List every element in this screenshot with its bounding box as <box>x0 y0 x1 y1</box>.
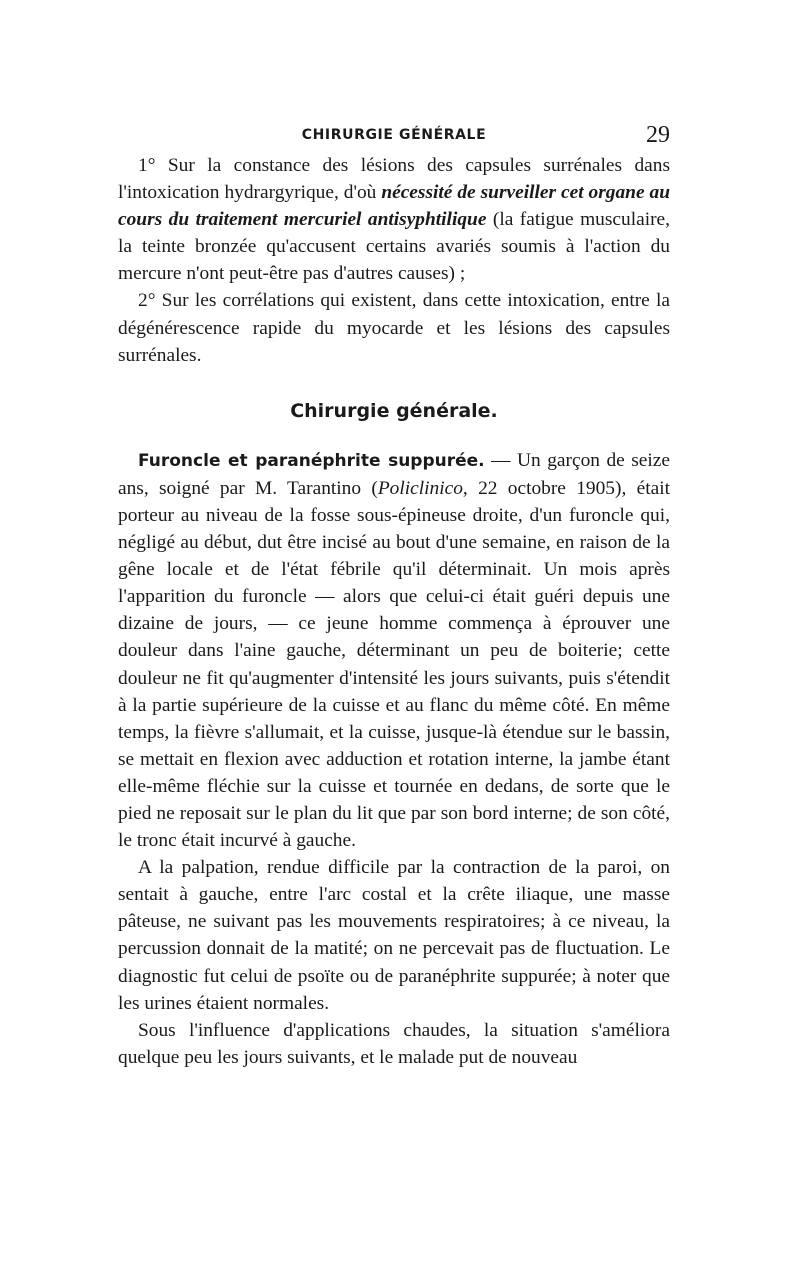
article-paragraph-2: A la palpation, rendue difficile par la contraction de la paroi, on sentait à gauche, entre l'arc costal et la crête iliaque, une masse pâteuse, ne suivant pas les mouvements respiratoires; à ce niveau, la percussion donnait de la matité; on ne percevait pas de fluctuation. Le diagnostic fut celui de psoïte ou de paranéphrite suppurée; à noter que les urines étaient normales. <box>118 857 670 1014</box>
page-number: 29 <box>646 122 670 148</box>
article-paragraph-1-text-b: , 22 octobre 1905), était porteur au niveau de la fosse sous-épineuse droite, d'un furoncle qui, négligé au début, dut être incisé au bout d'une semaine, en raison de la gêne locale et de l'état fébrile qu'il déterminait. Un mois après l'apparition du furoncle — alors que celui-ci était guéri depuis une dizaine de jours, — ce jeune homme commença à éprouver une douleur dans l'aine gauche, déterminant un peu de boiterie; cette douleur ne fit qu'augmenter d'intensité les jours suivants, puis s'étendit à la partie supérieure de la cuisse et au flanc du même côté. En même temps, la fièvre s'allumait, et la cuisse, jusque-là étendue sur le bassin, se mettait en flexion avec adduction et rotation interne, la jambe étant elle-même fléchie sur la cuisse et tournée en dedans, de sorte que le pied ne reposait sur le plan du lit que par son bord interne; de son côté, le tronc était incurvé à gauche. <box>118 477 670 852</box>
intro-item-2: 2° Sur les corrélations qui existent, dans cette intoxication, entre la dégénérescence rapide du myocarde et les lésions des capsules surrénales. <box>118 290 670 366</box>
article-paragraph-1-text-a: — Un garçon de seize ans, soigné par M. Tarantino ( <box>118 449 670 499</box>
running-title: CHIRURGIE GÉNÉRALE <box>301 127 487 143</box>
article-paragraph-3: Sous l'influence d'applications chaudes, la situation s'améliora quelque peu les jours suivants, et le malade put de nouveau <box>118 1019 670 1068</box>
intro-item-1-emphasis: nécessité de surveiller cet organe au cours du traitement mercuriel antisyphtilique <box>118 182 671 231</box>
source-journal: Policlinico <box>377 477 463 499</box>
section-heading: Chirurgie générale. <box>290 399 498 422</box>
article-paragraph-1 <box>118 447 670 854</box>
article-title: Furoncle et paranéphrite suppurée. <box>138 450 485 471</box>
intro-item-1-text: 1° Sur la constance des lésions des capsules surrénales dans l'intoxication hydrargyrique, d'où <box>118 155 670 204</box>
intro-item-1 <box>118 152 670 287</box>
intro-item-1-tail: (la fatigue musculaire, la teinte bronzée qu'accusent certains avariés soumis à l'action du mercure n'ont peut-être pas d'autres causes) ; <box>118 209 670 285</box>
running-header <box>118 118 670 152</box>
book-page <box>118 118 670 1071</box>
